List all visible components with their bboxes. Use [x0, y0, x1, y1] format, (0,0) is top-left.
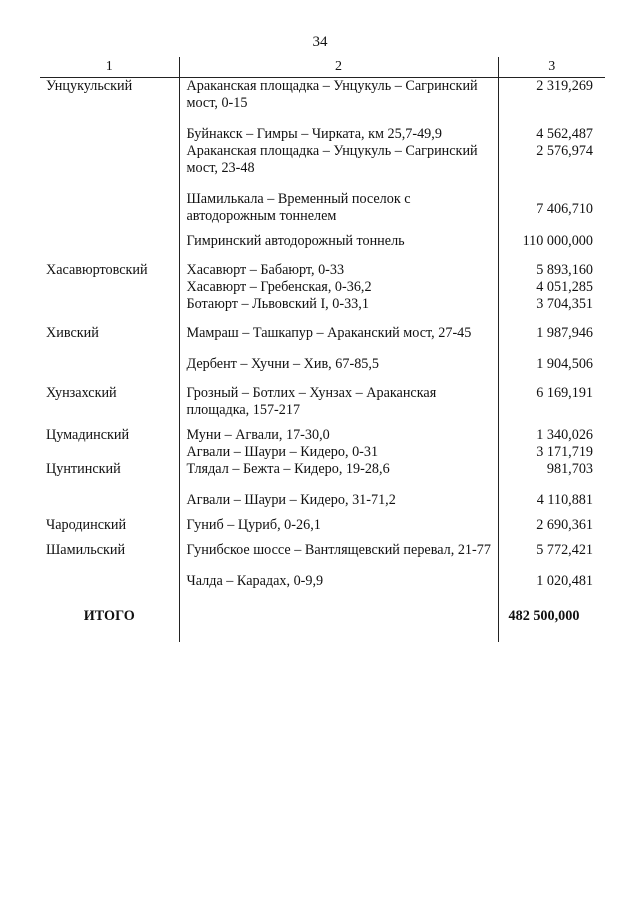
table-row — [40, 348, 605, 373]
amount-cell: 5 893,160 — [536, 262, 593, 278]
road-cell: Хасавюрт – Бабаюрт, 0-33 — [179, 250, 498, 279]
district-cell: Хасавюртовский — [46, 262, 148, 278]
table-row — [40, 565, 605, 590]
district-cell — [40, 348, 179, 373]
total-label: ИТОГО — [83, 608, 135, 624]
amount-cell: 3 171,719 — [536, 444, 593, 460]
table-row — [40, 484, 605, 509]
table-row — [40, 444, 605, 461]
table-row — [40, 143, 605, 183]
amount-cell: 1 987,946 — [536, 325, 593, 341]
road-cell: Грозный – Ботлих – Хунзах – Араканская площадка, 157-217 — [179, 373, 498, 419]
district-cell — [40, 279, 179, 296]
amount-cell: 6 169,191 — [536, 385, 593, 401]
road-cell: Ботаюрт – Львовский I, 0-33,1 — [179, 296, 498, 313]
column-header-1: 1 — [40, 57, 179, 78]
amount-cell: 7 406,710 — [536, 201, 593, 217]
road-cell: Хасавюрт – Гребенская, 0-36,2 — [179, 279, 498, 296]
amount-cell: 5 772,421 — [536, 542, 593, 558]
road-cell: Гимринский автодорожный тоннель — [179, 225, 498, 250]
district-cell — [40, 143, 179, 183]
road-cell: Араканская площадка – Унцукуль – Сагринский мост, 0-15 — [179, 78, 498, 119]
district-cell: Хивский — [46, 325, 99, 341]
road-cell: Гунибское шоссе – Вантлящевский перевал, 21-77 — [179, 534, 498, 565]
table-row — [40, 118, 605, 143]
table-row — [40, 250, 605, 279]
district-cell: Цумадинский — [46, 427, 130, 443]
amount-cell: 4 051,285 — [536, 279, 593, 295]
total-empty-cell — [179, 590, 498, 642]
district-cell: Шамильский — [46, 542, 126, 558]
table-row — [40, 373, 605, 419]
district-cell — [40, 296, 179, 313]
table-row — [40, 509, 605, 534]
road-cell: Тлядал – Бежта – Кидеро, 19-28,6 — [179, 461, 498, 484]
amount-cell: 3 704,351 — [536, 296, 593, 312]
amount-cell: 4 110,881 — [536, 492, 593, 508]
amount-cell: 2 319,269 — [536, 78, 593, 94]
table-row — [40, 461, 605, 484]
district-cell: Унцукульский — [46, 78, 133, 94]
road-cell: Шамилькала – Временный поселок с автодорожным тоннелем — [179, 183, 498, 225]
district-cell: Хунзахский — [46, 385, 117, 401]
road-cell: Гуниб – Цуриб, 0-26,1 — [179, 509, 498, 534]
total-row — [40, 590, 605, 642]
page-number: 34 — [312, 34, 328, 50]
table-header-row — [40, 57, 605, 78]
amount-cell: 110 000,000 — [522, 233, 593, 249]
table-row — [40, 534, 605, 565]
amount-cell: 4 562,487 — [536, 126, 593, 142]
district-cell — [40, 118, 179, 143]
district-cell: Чародинский — [46, 517, 127, 533]
road-cell: Дербент – Хучни – Хив, 67-85,5 — [179, 348, 498, 373]
district-cell — [40, 484, 179, 509]
district-cell — [40, 565, 179, 590]
road-cell: Чалда – Карадах, 0-9,9 — [179, 565, 498, 590]
road-cell: Араканская площадка – Унцукуль – Сагринский мост, 23-48 — [179, 143, 498, 183]
road-cell: Буйнакск – Гимры – Чирката, км 25,7-49,9 — [179, 118, 498, 143]
table-row — [40, 419, 605, 444]
district-cell: Цунтинский — [46, 461, 121, 477]
column-header-2: 2 — [179, 57, 498, 78]
column-header-3: 3 — [498, 57, 605, 78]
road-cell: Муни – Агвали, 17-30,0 — [179, 419, 498, 444]
amount-cell: 1 904,506 — [536, 356, 593, 372]
amount-cell: 1 020,481 — [536, 573, 593, 589]
table-row — [40, 296, 605, 313]
table-row — [40, 279, 605, 296]
amount-cell: 981,703 — [546, 461, 593, 477]
table-row — [40, 225, 605, 250]
amount-cell: 2 690,361 — [536, 517, 593, 533]
table-row — [40, 183, 605, 225]
table-row — [40, 313, 605, 348]
district-cell — [40, 183, 179, 225]
total-amount: 482 500,000 — [508, 608, 580, 624]
table-row — [40, 78, 605, 119]
road-cell: Агвали – Шаури – Кидеро, 0-31 — [179, 444, 498, 461]
amount-cell: 2 576,974 — [536, 143, 593, 159]
amount-cell: 1 340,026 — [536, 427, 593, 443]
road-cell: Мамраш – Ташкапур – Араканский мост, 27-45 — [179, 313, 498, 348]
district-cell — [40, 225, 179, 250]
district-cell — [40, 444, 179, 461]
allocation-table — [40, 57, 605, 642]
road-cell: Агвали – Шаури – Кидеро, 31-71,2 — [179, 484, 498, 509]
